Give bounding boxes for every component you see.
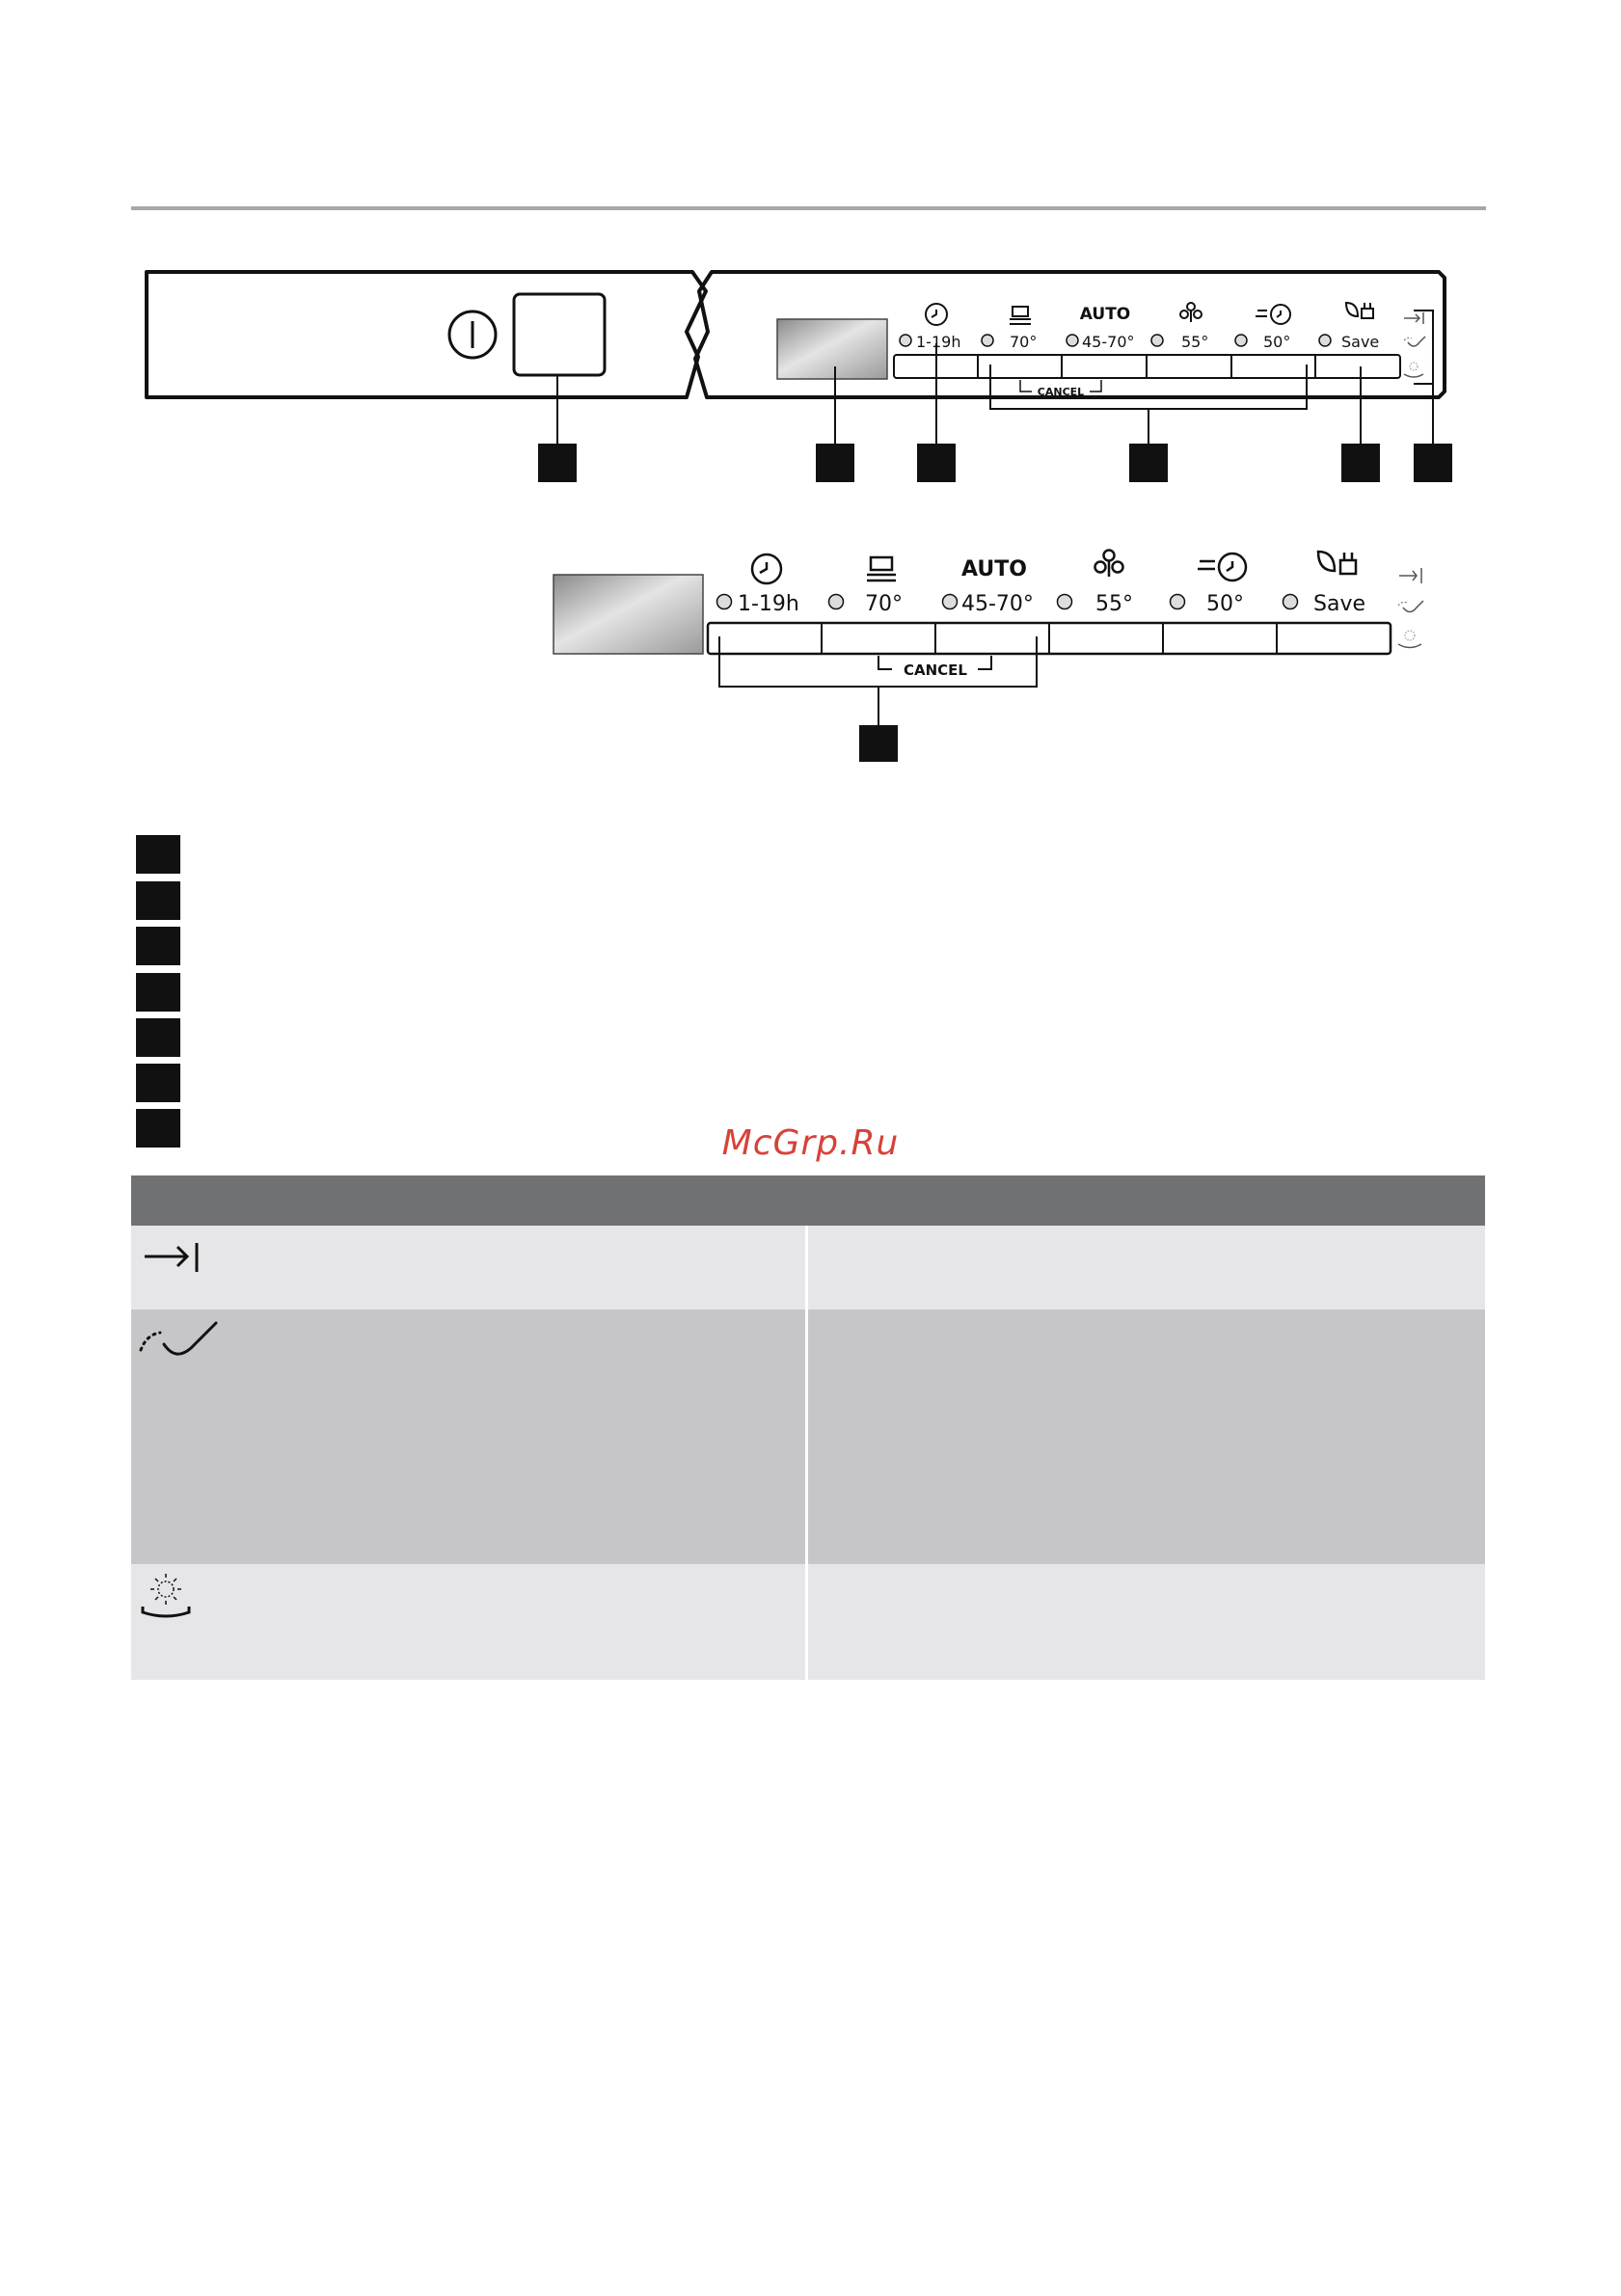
detail-panel-diagram	[0, 0, 1621, 771]
cancel-label-top: CANCEL	[1037, 386, 1085, 398]
legend-box-6	[136, 1064, 180, 1102]
led-prog4	[1171, 595, 1185, 609]
table-header	[131, 1175, 1485, 1226]
table-cell-indicator	[131, 1310, 805, 1564]
legend-box-5	[136, 1018, 180, 1057]
rinse-small-icon	[1398, 631, 1421, 648]
eco-plug-icon	[1318, 552, 1356, 574]
prog2-label: 45-70°	[1082, 333, 1135, 351]
detail-save-button[interactable]	[1277, 623, 1391, 654]
pots-icon	[867, 557, 896, 581]
auto-title: AUTO	[1079, 305, 1131, 324]
detail-prog1-button[interactable]	[822, 623, 935, 654]
table-cell-indicator	[131, 1226, 805, 1310]
glasses-icon	[1095, 551, 1123, 578]
led-timer	[717, 595, 732, 609]
table-cell-description	[808, 1226, 1485, 1310]
quick-icon	[1198, 554, 1246, 581]
detail-prog2-label: 45-70°	[961, 592, 1034, 616]
led-save	[1283, 595, 1298, 609]
legend-box-2	[136, 881, 180, 920]
detail-timer-button[interactable]	[708, 623, 822, 654]
detail-prog4-label: 50°	[1206, 592, 1244, 616]
table-cell-description	[808, 1310, 1485, 1564]
led-prog3	[1058, 595, 1072, 609]
detail-prog1-label: 70°	[865, 592, 903, 616]
legend-box-3	[136, 927, 180, 965]
detail-prog2-button[interactable]	[935, 623, 1049, 654]
detail-display	[554, 575, 703, 654]
detail-auto-title: AUTO	[961, 557, 1027, 581]
watermark: McGrp.Ru	[721, 1123, 900, 1163]
prog3-label: 55°	[1181, 333, 1209, 351]
end-small-icon	[1399, 568, 1421, 583]
rinse-aid-icon	[139, 1572, 197, 1630]
prog1-label: 70°	[1010, 333, 1038, 351]
salt-refill-icon	[137, 1315, 224, 1373]
table-row	[131, 1226, 1485, 1310]
table-row	[131, 1564, 1485, 1680]
table-row	[131, 1310, 1485, 1564]
led-prog1	[829, 595, 844, 609]
legend-box-1	[136, 835, 180, 874]
salt-small-icon	[1398, 601, 1423, 612]
timer-icon	[752, 554, 781, 583]
detail-prog3-button[interactable]	[1049, 623, 1163, 654]
save-label: Save	[1341, 333, 1380, 351]
table-cell-indicator	[131, 1564, 805, 1680]
callout-box-detail	[859, 725, 898, 762]
detail-prog4-button[interactable]	[1163, 623, 1277, 654]
legend-box-4	[136, 973, 180, 1012]
led-prog2	[943, 595, 958, 609]
table-cell-description	[808, 1564, 1485, 1680]
detail-timer-label: 1-19h	[738, 592, 799, 616]
end-arrow-icon	[139, 1233, 206, 1282]
detail-save-label: Save	[1313, 592, 1366, 616]
cancel-label-detail: CANCEL	[904, 662, 967, 679]
timer-label: 1-19h	[916, 333, 961, 351]
detail-prog3-label: 55°	[1095, 592, 1133, 616]
prog4-label: 50°	[1263, 333, 1291, 351]
